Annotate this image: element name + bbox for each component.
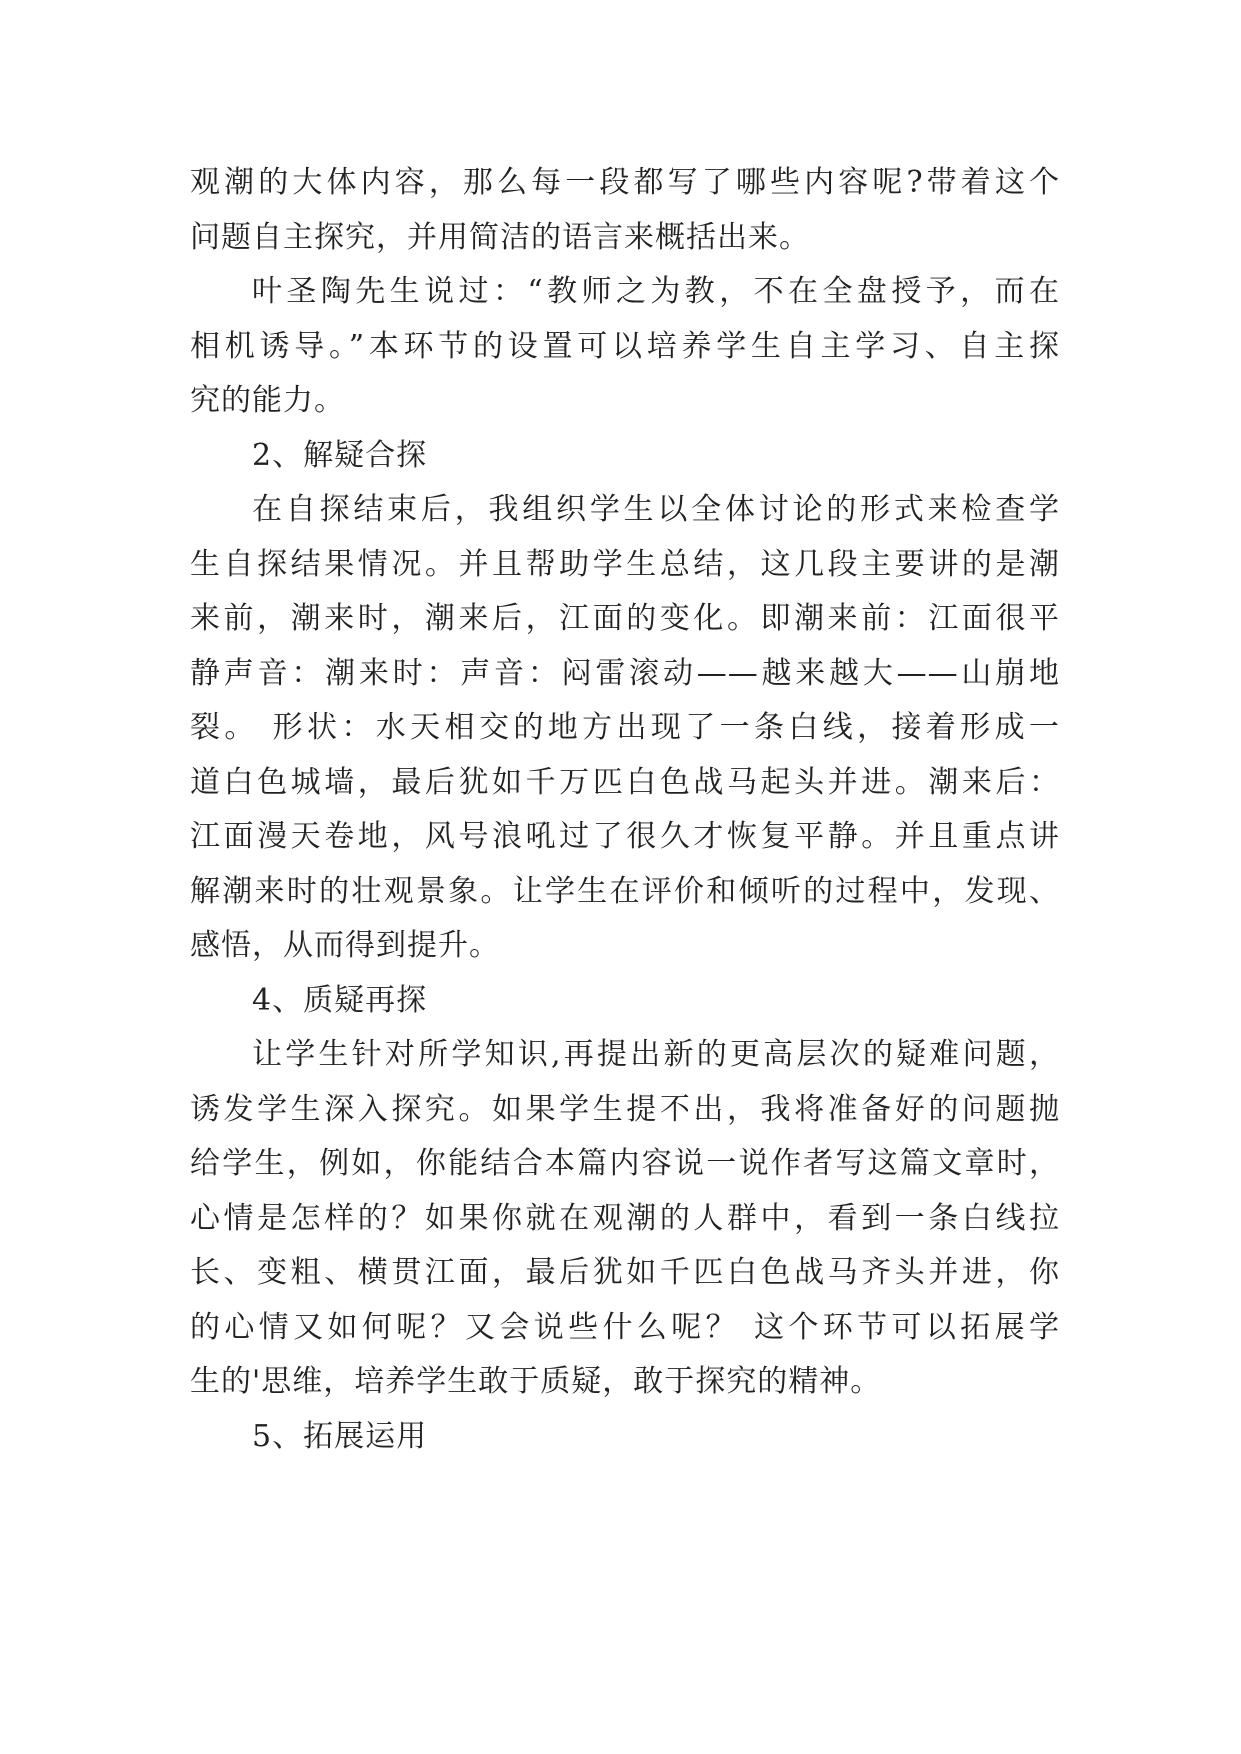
paragraph-line: 裂。 形状：水天相交的地方出现了一条白线，接着形成一 <box>190 710 1060 745</box>
paragraph-line: 来前，潮来时，潮来后，江面的变化。即潮来前：江面很平 <box>190 601 1060 636</box>
paragraph-line: 江面漫天卷地，风号浪吼过了很久才恢复平静。并且重点讲 <box>190 819 1060 854</box>
paragraph-line: 观潮的大体内容，那么每一段都写了哪些内容呢?带着这个 <box>190 165 1060 200</box>
paragraph-line: 生自探结果情况。并且帮助学生总结，这几段主要讲的是潮 <box>190 546 1060 582</box>
paragraph-line: 生的'思维，培养学生敢于质疑，敢于探究的精神。 <box>190 1364 882 1399</box>
paragraph-line: 诱发学生深入探究。如果学生提不出，我将准备好的问题抛 <box>190 1091 1060 1127</box>
paragraph-line: 长、变粗、横贯江面，最后犹如千匹白色战马齐头并进，你 <box>190 1255 1060 1290</box>
paragraph-line: 静声音：潮来时：声音：闷雷滚动——越来越大——山崩地 <box>190 655 1060 691</box>
paragraph-line: 的心情又如何呢？又会说些什么呢？ 这个环节可以拓展学 <box>190 1309 1060 1345</box>
paragraph-line: 心情是怎样的？如果你就在观潮的人群中，看到一条白线拉 <box>190 1200 1060 1236</box>
paragraph-line: 问题自主探究，并用简洁的语言来概括出来。 <box>190 219 810 255</box>
section-heading: 5、拓展运用 <box>252 1418 428 1454</box>
section-heading: 4、质疑再探 <box>252 982 428 1018</box>
paragraph-line: 叶圣陶先生说过：“教师之为教，不在全盘授予，而在 <box>252 274 1060 309</box>
section-heading: 2、解疑合探 <box>252 437 428 473</box>
paragraph-line: 让学生针对所学知识,再提出新的更高层次的疑难问题， <box>252 1037 1060 1072</box>
document-body <box>190 156 1060 1464</box>
paragraph-line: 给学生，例如，你能结合本篇内容说一说作者写这篇文章时， <box>190 1146 1060 1181</box>
paragraph-line: 感悟，从而得到提升。 <box>190 928 500 963</box>
paragraph-line: 在自探结束后，我组织学生以全体讨论的形式来检查学 <box>252 492 1060 527</box>
paragraph-line: 道白色城墙，最后犹如千万匹白色战马起头并进。潮来后： <box>190 764 1060 800</box>
paragraph-line: 究的能力。 <box>190 383 345 418</box>
paragraph-line: 相机诱导。”本环节的设置可以培养学生自主学习、自主探 <box>190 328 1060 364</box>
paragraph-line: 解潮来时的壮观景象。让学生在评价和倾听的过程中，发现、 <box>190 873 1060 909</box>
